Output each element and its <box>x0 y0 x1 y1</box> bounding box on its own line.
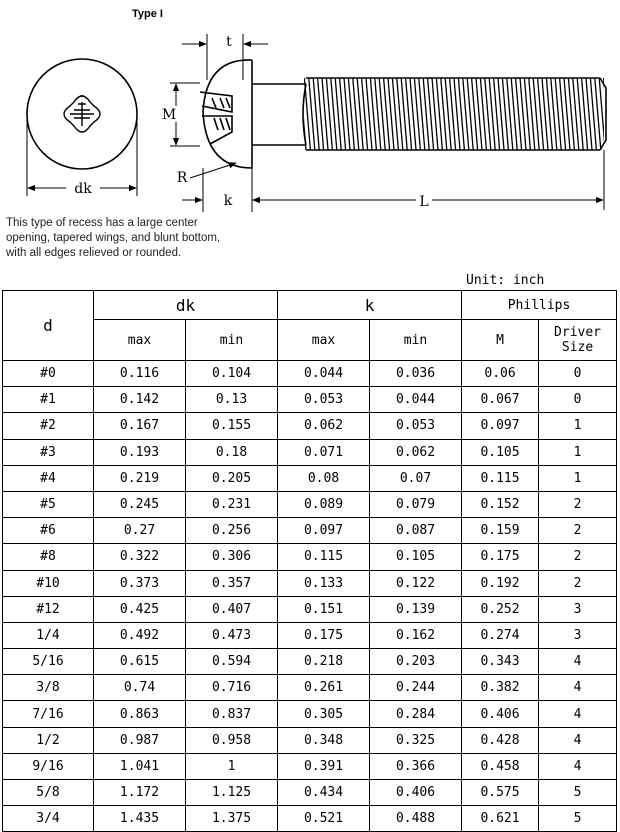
table-cell: 0.987 <box>94 727 186 753</box>
table-cell: #10 <box>3 570 94 596</box>
table-row <box>3 701 617 727</box>
t-label: t <box>226 34 232 50</box>
header-dk: dk <box>94 291 278 320</box>
table-cell: 0.162 <box>370 622 462 648</box>
table-cell: #2 <box>3 413 94 439</box>
table-cell: 0.863 <box>94 701 186 727</box>
l-label: L <box>419 194 429 210</box>
head-top-view <box>27 59 137 169</box>
table-cell: 0.192 <box>462 570 539 596</box>
t-dimension <box>182 34 268 80</box>
header-k-min: min <box>370 320 462 361</box>
table-cell: 1.172 <box>94 780 186 806</box>
table-cell: 0.053 <box>278 387 370 413</box>
table-cell: 0.594 <box>186 649 278 675</box>
table-cell: 5 <box>539 806 617 832</box>
table-cell: 3/4 <box>3 806 94 832</box>
table-cell: 9/16 <box>3 753 94 779</box>
table-cell: 0.458 <box>462 753 539 779</box>
table-cell: 0.391 <box>278 753 370 779</box>
r-label: R <box>176 170 188 186</box>
table-cell: 0.067 <box>462 387 539 413</box>
table-cell: 0.159 <box>462 518 539 544</box>
table-cell: 3/8 <box>3 675 94 701</box>
r-callout <box>190 163 236 178</box>
table-row <box>3 491 617 517</box>
table-cell: 0.036 <box>370 361 462 387</box>
table-cell: 0.06 <box>462 361 539 387</box>
table-cell: 0.139 <box>370 596 462 622</box>
table-cell: 2 <box>539 544 617 570</box>
table-cell: 0.105 <box>370 544 462 570</box>
table-cell: 0.306 <box>186 544 278 570</box>
table-cell: 0.175 <box>278 622 370 648</box>
table-cell: 4 <box>539 675 617 701</box>
table-cell: #8 <box>3 544 94 570</box>
table-cell: #12 <box>3 596 94 622</box>
table-cell: 5/8 <box>3 780 94 806</box>
thread-pattern <box>300 78 620 150</box>
dimension-table <box>2 290 617 832</box>
table-cell: 0.044 <box>370 387 462 413</box>
table-cell: 0.079 <box>370 491 462 517</box>
table-cell: 0.062 <box>370 439 462 465</box>
description-line: This type of recess has a large center <box>6 217 198 229</box>
table-cell: 5/16 <box>3 649 94 675</box>
table-cell: 0.205 <box>186 465 278 491</box>
m-label: M <box>161 107 177 123</box>
table-cell: #5 <box>3 491 94 517</box>
table-cell: 0.274 <box>462 622 539 648</box>
table-cell: 0.053 <box>370 413 462 439</box>
type-label: Type I <box>132 8 163 20</box>
screw-drawing <box>0 0 620 212</box>
table-cell: 0.219 <box>94 465 186 491</box>
table-cell: 0.104 <box>186 361 278 387</box>
table-cell: 0.284 <box>370 701 462 727</box>
table-cell: 0.097 <box>278 518 370 544</box>
table-cell: 0.244 <box>370 675 462 701</box>
k-label: k <box>223 193 233 209</box>
table-cell: #0 <box>3 361 94 387</box>
table-cell: 0 <box>539 387 617 413</box>
table-cell: 0.837 <box>186 701 278 727</box>
table-cell: 0.097 <box>462 413 539 439</box>
table-cell: 0.958 <box>186 727 278 753</box>
table-cell: 0.406 <box>462 701 539 727</box>
table-cell: 0.252 <box>462 596 539 622</box>
table-cell: 0.74 <box>94 675 186 701</box>
table-cell: 0.115 <box>462 465 539 491</box>
table-cell: 0.07 <box>370 465 462 491</box>
description-line: with all edges relieved or rounded. <box>6 247 182 259</box>
header-dk-min: min <box>186 320 278 361</box>
table-cell: 0.245 <box>94 491 186 517</box>
driver-size-line: Driver <box>554 325 602 340</box>
table-cell: 0.116 <box>94 361 186 387</box>
table-row <box>3 518 617 544</box>
table-cell: 0.167 <box>94 413 186 439</box>
table-row <box>3 596 617 622</box>
table-cell: 0.716 <box>186 675 278 701</box>
head-side-view <box>200 60 252 168</box>
table-cell: 0.133 <box>278 570 370 596</box>
table-cell: #3 <box>3 439 94 465</box>
table-cell: 0.373 <box>94 570 186 596</box>
header-k: k <box>278 291 462 320</box>
table-cell: 1.125 <box>186 780 278 806</box>
table-cell: 1 <box>539 439 617 465</box>
table-cell: 0.261 <box>278 675 370 701</box>
table-row <box>3 439 617 465</box>
table-body <box>3 361 617 832</box>
table-row <box>3 544 617 570</box>
table-cell: 0.071 <box>278 439 370 465</box>
table-cell: 0.218 <box>278 649 370 675</box>
table-cell: 0.407 <box>186 596 278 622</box>
recess-description <box>6 216 286 261</box>
table-row <box>3 413 617 439</box>
table-cell: 0.087 <box>370 518 462 544</box>
table-cell: 1 <box>539 413 617 439</box>
table-cell: 0.27 <box>94 518 186 544</box>
table-cell: 0.615 <box>94 649 186 675</box>
table-cell: 0.366 <box>370 753 462 779</box>
table-cell: 0.122 <box>370 570 462 596</box>
header-m: M <box>462 320 539 361</box>
description-line: opening, tapered wings, and blunt bottom, <box>6 232 221 244</box>
table-cell: 0.142 <box>94 387 186 413</box>
table-cell: 0.348 <box>278 727 370 753</box>
table-cell: 1.435 <box>94 806 186 832</box>
table-cell: 1 <box>539 465 617 491</box>
header-driver-size <box>539 320 617 361</box>
table-cell: #1 <box>3 387 94 413</box>
table-cell: 4 <box>539 649 617 675</box>
table-row <box>3 387 617 413</box>
table-cell: #6 <box>3 518 94 544</box>
table-cell: 2 <box>539 570 617 596</box>
table-cell: 0.434 <box>278 780 370 806</box>
table-cell: 0.18 <box>186 439 278 465</box>
table-row <box>3 361 617 387</box>
table-cell: 0.322 <box>94 544 186 570</box>
table-cell: 2 <box>539 518 617 544</box>
header-k-max: max <box>278 320 370 361</box>
dk-label: dk <box>74 181 92 197</box>
table-row <box>3 780 617 806</box>
table-cell: 0.428 <box>462 727 539 753</box>
table-row <box>3 570 617 596</box>
table-cell: 0.357 <box>186 570 278 596</box>
table-cell: 4 <box>539 753 617 779</box>
table-cell: 0.521 <box>278 806 370 832</box>
header-d: d <box>3 291 94 361</box>
table-cell: 0.08 <box>278 465 370 491</box>
table-cell: 0.473 <box>186 622 278 648</box>
table-cell: 0.155 <box>186 413 278 439</box>
table-cell: 0.231 <box>186 491 278 517</box>
table-row <box>3 675 617 701</box>
table-cell: 0.406 <box>370 780 462 806</box>
table-cell: 0.105 <box>462 439 539 465</box>
table-cell: 1/4 <box>3 622 94 648</box>
table-row <box>3 753 617 779</box>
table-cell: 0.115 <box>278 544 370 570</box>
table-cell: 0.089 <box>278 491 370 517</box>
table-cell: 0.343 <box>462 649 539 675</box>
table-cell: 4 <box>539 701 617 727</box>
table-row <box>3 727 617 753</box>
phillips-recess-icon <box>64 96 100 132</box>
table-cell: #4 <box>3 465 94 491</box>
table-cell: 0.382 <box>462 675 539 701</box>
table-row <box>3 649 617 675</box>
table-cell: 0.621 <box>462 806 539 832</box>
table-cell: 0.13 <box>186 387 278 413</box>
table-cell: 0.575 <box>462 780 539 806</box>
table-cell: 0.044 <box>278 361 370 387</box>
table-cell: 7/16 <box>3 701 94 727</box>
header-dk-max: max <box>94 320 186 361</box>
table-cell: 2 <box>539 491 617 517</box>
unit-label: Unit: inch <box>466 273 545 288</box>
driver-size-line: Size <box>561 340 594 355</box>
table-cell: 4 <box>539 727 617 753</box>
table-cell: 3 <box>539 596 617 622</box>
table-cell: 0.305 <box>278 701 370 727</box>
table-cell: 0 <box>539 361 617 387</box>
table-cell: 1/2 <box>3 727 94 753</box>
table-cell: 1 <box>186 753 278 779</box>
table-cell: 0.256 <box>186 518 278 544</box>
table-cell: 0.425 <box>94 596 186 622</box>
table-cell: 1.375 <box>186 806 278 832</box>
table-row <box>3 622 617 648</box>
table-cell: 0.193 <box>94 439 186 465</box>
table-cell: 0.175 <box>462 544 539 570</box>
table-cell: 0.325 <box>370 727 462 753</box>
table-cell: 0.062 <box>278 413 370 439</box>
table-cell: 0.492 <box>94 622 186 648</box>
table-row <box>3 465 617 491</box>
table-cell: 0.152 <box>462 491 539 517</box>
table-cell: 1.041 <box>94 753 186 779</box>
table-cell: 0.488 <box>370 806 462 832</box>
table-cell: 0.151 <box>278 596 370 622</box>
table-cell: 5 <box>539 780 617 806</box>
header-phillips: Phillips <box>462 291 617 320</box>
table-cell: 0.203 <box>370 649 462 675</box>
table-cell: 3 <box>539 622 617 648</box>
table-row <box>3 806 617 832</box>
